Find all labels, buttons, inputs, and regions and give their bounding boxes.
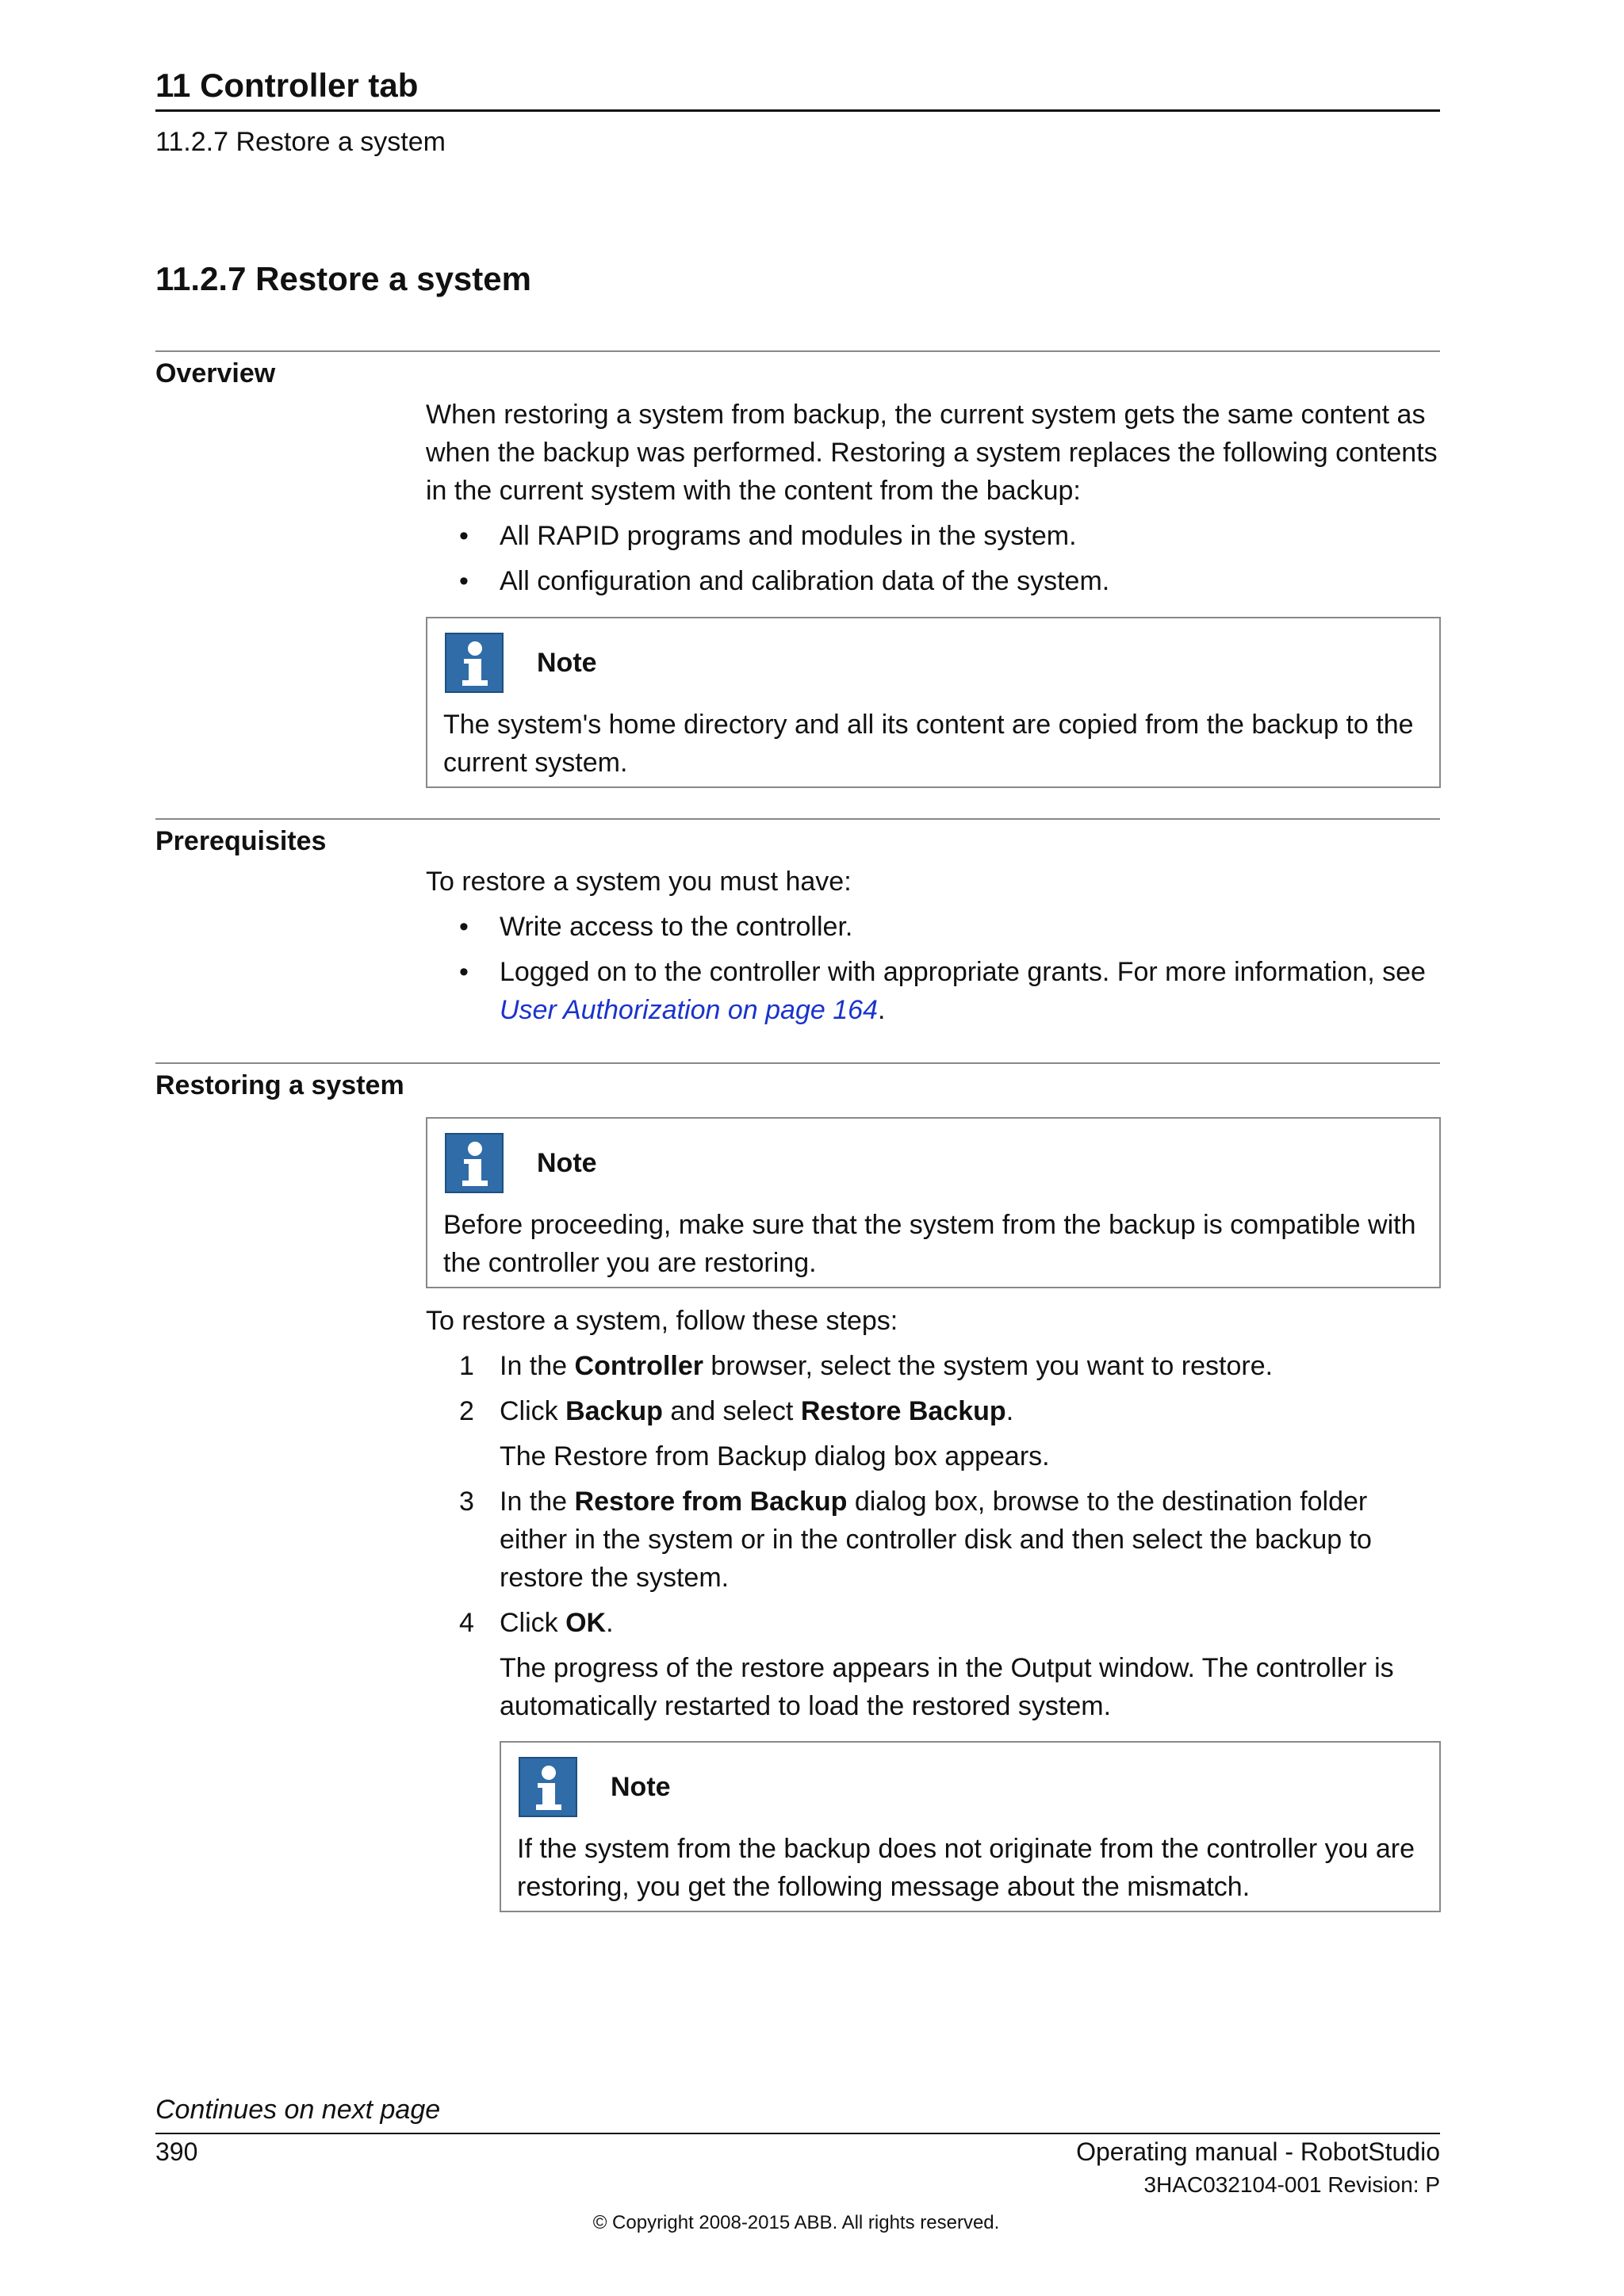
- overview-list: [426, 517, 1441, 600]
- step-number: 2: [459, 1396, 474, 1426]
- bullet-mark: •: [459, 957, 469, 987]
- step-bold: Controller: [574, 1351, 703, 1381]
- restoring-label: Restoring a system: [155, 1070, 404, 1100]
- copyright: © Copyright 2008-2015 ABB. All rights reserved.: [592, 2212, 1000, 2233]
- step-bold: Restore from Backup: [574, 1487, 848, 1517]
- note-label: Note: [537, 648, 597, 678]
- page-number: 390: [155, 2137, 198, 2166]
- prerequisites-label: Prerequisites: [155, 826, 327, 856]
- list-item-text: All configuration and calibration data of the system.: [500, 566, 1110, 596]
- note-label: Note: [611, 1772, 671, 1802]
- manual-title: Operating manual - RobotStudio: [1076, 2137, 1440, 2166]
- overview-intro: When restoring a system from backup, the current system gets the same content as when the backup was performed. Restoring a system replaces the following contents in the current system with the content from the backup:: [426, 400, 1438, 506]
- header-divider: [155, 109, 1440, 112]
- note-header: [445, 1133, 597, 1193]
- step-text: Click: [500, 1396, 566, 1426]
- running-subheading: 11.2.7 Restore a system: [155, 127, 446, 157]
- info-icon: [445, 1133, 504, 1193]
- list-item-text: All RAPID programs and modules in the system.: [500, 521, 1077, 551]
- continues-on-next-page: Continues on next page: [155, 2095, 441, 2125]
- bullet-mark: •: [459, 521, 469, 551]
- prerequisites-list: [426, 908, 1441, 1029]
- note-text: The system's home directory and all its content are copied from the backup to the current system.: [443, 710, 1414, 778]
- step-text: browser, select the system you want to restore.: [703, 1351, 1274, 1381]
- step-text: In the: [500, 1487, 575, 1517]
- bullet-mark: •: [459, 566, 469, 596]
- step-text: .: [1005, 1396, 1014, 1426]
- footer-divider: [155, 2133, 1440, 2134]
- step-text: .: [606, 1608, 614, 1638]
- step-number: 1: [459, 1351, 474, 1381]
- step-text: In the: [500, 1351, 575, 1381]
- info-icon: [445, 633, 504, 693]
- note-text: Before proceeding, make sure that the system from the backup is compatible with the controller you are restoring.: [443, 1210, 1416, 1278]
- note-header: [519, 1757, 671, 1817]
- note-label: Note: [537, 1148, 597, 1178]
- step-text: dialog box, browse to the destination folder either in the system or in the controller disk and then select the backup to restore the system.: [500, 1487, 1372, 1593]
- info-icon: [519, 1757, 577, 1817]
- list-item-text: Logged on to the controller with appropriate grants. For more information, see: [500, 957, 1426, 987]
- step-result: The Restore from Backup dialog box appears.: [500, 1441, 1050, 1471]
- document-id: 3HAC032104-001 Revision: P: [1143, 2172, 1440, 2197]
- steps-list: [426, 1347, 1441, 1725]
- section-title: 11.2.7 Restore a system: [155, 260, 531, 297]
- step-item: [426, 1392, 1441, 1475]
- section-divider: [155, 1062, 1440, 1064]
- section-divider: [155, 818, 1440, 820]
- prerequisites-intro: To restore a system you must have:: [426, 867, 852, 897]
- section-divider: [155, 350, 1440, 352]
- step-number: 3: [459, 1487, 474, 1517]
- prerequisites-body: [426, 863, 1441, 1029]
- list-item: [426, 953, 1441, 1029]
- list-item-text: .: [877, 995, 886, 1025]
- step-bold: OK: [565, 1608, 607, 1638]
- step-bold: Restore Backup: [800, 1396, 1006, 1426]
- chapter-title: 11 Controller tab: [155, 67, 419, 104]
- user-authorization-link[interactable]: User Authorization on page 164: [500, 995, 878, 1025]
- note-box: [426, 1117, 1441, 1288]
- note-box: [426, 617, 1441, 788]
- step-item: [426, 1347, 1441, 1385]
- bullet-mark: •: [459, 912, 469, 942]
- step-text: and select: [662, 1396, 801, 1426]
- step-text: Click: [500, 1608, 566, 1638]
- list-item: [426, 908, 1441, 946]
- note-box: [500, 1741, 1441, 1912]
- restoring-body: [426, 1302, 1441, 1725]
- step-number: 4: [459, 1608, 474, 1638]
- step-item: [426, 1604, 1441, 1725]
- overview-body: [426, 396, 1441, 600]
- list-item: [426, 562, 1441, 600]
- note-header: [445, 633, 597, 693]
- list-item: [426, 517, 1441, 555]
- step-bold: Backup: [565, 1396, 663, 1426]
- overview-label: Overview: [155, 358, 276, 388]
- list-item-text: Write access to the controller.: [500, 912, 853, 942]
- note-text: If the system from the backup does not originate from the controller you are restoring, you get the following message about the mismatch.: [517, 1834, 1415, 1902]
- step-item: [426, 1483, 1441, 1597]
- step-result: The progress of the restore appears in the Output window. The controller is automatically restarted to load the restored system.: [500, 1653, 1394, 1721]
- restoring-intro: To restore a system, follow these steps:: [426, 1306, 898, 1336]
